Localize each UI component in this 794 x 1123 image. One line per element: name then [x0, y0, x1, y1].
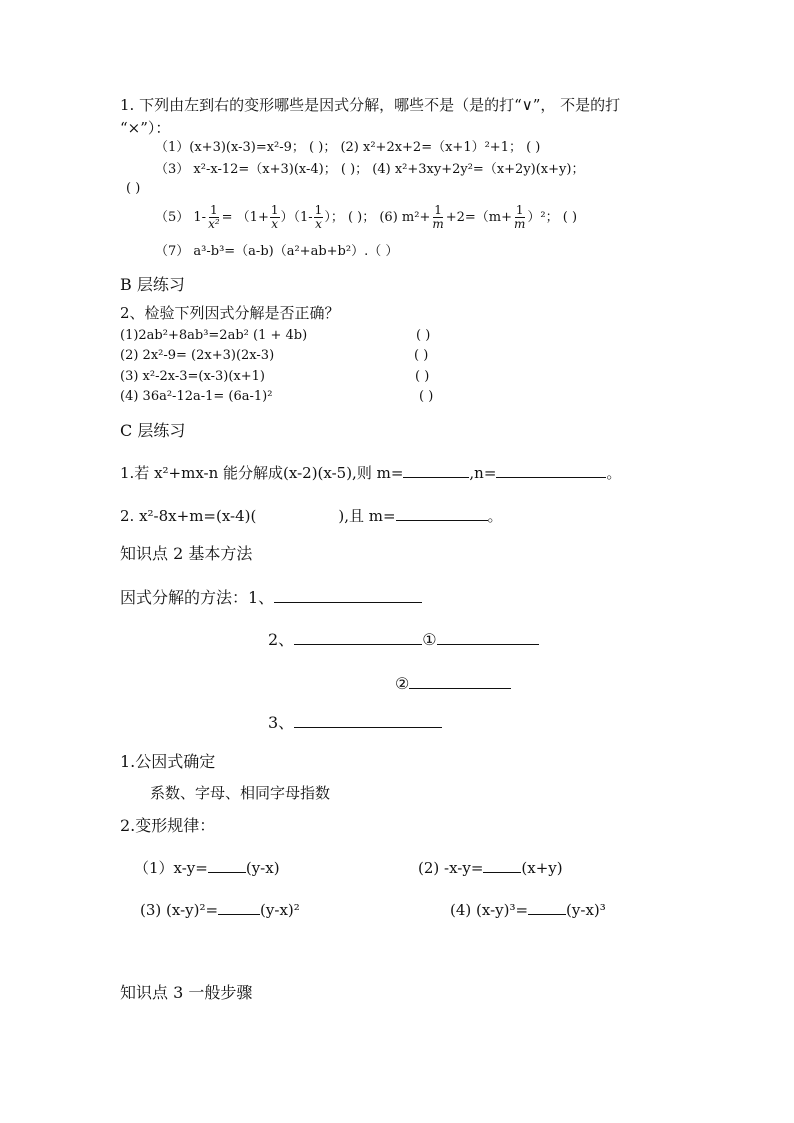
section-c-q2-text-a: 2. x²-8x+m=(x-4)(	[120, 507, 257, 525]
rule-2-a: (2) -x-y=	[418, 859, 484, 877]
section-b-mark-2: ( )	[414, 348, 429, 363]
section-b-item-2: (2) 2x²-9= (2x+3)(2x-3)	[120, 348, 275, 363]
answer-blank-n[interactable]	[496, 463, 606, 478]
section-c-title: C 层练习	[120, 421, 186, 440]
rule-1-b: (y-x)	[245, 859, 280, 877]
section-b-item-4: (4) 36a²-12a-1= (6a-1)²	[120, 389, 273, 404]
q1-intro-line1: 1. 下列由左到右的变形哪些是因式分解，哪些不是（是的打“∨”， 不是的打	[120, 96, 621, 114]
frac-num: 1	[210, 203, 218, 217]
kp2-methods-3	[268, 713, 442, 731]
q1-item1: （1）(x+3)(x-3)=x²-9； ( )； (2) x²+2x+2=（x+1）²+1； ( )	[155, 140, 541, 155]
frac-num: 1	[434, 203, 442, 217]
method-blank-2b[interactable]	[409, 674, 511, 689]
section-b-mark-4: ( )	[419, 389, 434, 404]
q1-item3: （3） x²-x-12=（x+3)(x-4)； ( )； (4) x²+3xy+2y²=（x+2y)(x+y)；	[155, 162, 585, 177]
circle-2-label: ②	[395, 674, 410, 693]
kp2-sub1-title: 1.公因式确定	[120, 752, 216, 771]
q1-item5-end: ）； ( )； (6) m²+	[324, 209, 431, 225]
section-c-q1-text-b: ,n=	[469, 464, 497, 482]
kp2-title: 知识点 2 基本方法	[120, 544, 253, 563]
kp2-sub2-title: 2.变形规律：	[120, 816, 216, 835]
rule-3-b: (y-x)²	[260, 901, 300, 919]
rule-2-blank[interactable]	[483, 858, 521, 873]
rule-4-a: (4) (x-y)³=	[450, 901, 529, 919]
rule-1	[134, 858, 280, 876]
frac-num: 1	[314, 203, 323, 217]
rule-1-a: （1）x-y=	[134, 859, 208, 877]
frac-den: x²	[208, 216, 220, 231]
section-b-q2-title: 2、检验下列因式分解是否正确？	[120, 304, 340, 322]
kp2-methods-1	[120, 588, 422, 606]
frac-den: x	[271, 216, 279, 231]
frac-num: 1	[270, 203, 279, 217]
section-c-q2-text-b: ),且 m=	[338, 507, 396, 525]
kp2-methods-label: 因式分解的方法：1、	[120, 588, 275, 607]
section-c-q2-end: 。	[487, 507, 503, 525]
method-blank-2a[interactable]	[437, 630, 539, 645]
kp2-method-3-label: 3、	[268, 713, 295, 732]
q1-item5-mid1: = （1+	[221, 209, 269, 225]
section-b-item-3: (3) x²-2x-3=(x-3)(x+1)	[120, 369, 265, 384]
method-blank-3[interactable]	[294, 713, 442, 728]
q1-item3-cont: ( )	[126, 181, 141, 196]
fraction-1-over-x2	[207, 204, 221, 230]
fraction-1-over-m-a	[431, 204, 444, 230]
section-c-q1-text-a: 1.若 x²+mx-n 能分解成(x-2)(x-5),则 m=	[120, 464, 404, 482]
rule-4	[450, 900, 606, 918]
answer-blank-m[interactable]	[403, 463, 469, 478]
q1-item7: （7） a³-b³=（a-b)（a²+ab+b²）.（ ）	[155, 244, 399, 259]
q1-item5-prefix: （5） 1-	[155, 209, 207, 225]
rule-3	[140, 900, 300, 918]
fraction-1-over-m-b	[513, 204, 526, 230]
q1-item6-end: ）²； ( )	[527, 209, 578, 225]
fraction-1-over-x-a	[270, 204, 280, 230]
kp2-sub1-text: 系数、字母、相同字母指数	[150, 784, 331, 802]
rule-2	[418, 858, 563, 876]
section-c-q2	[120, 506, 503, 524]
q1-item6-mid: +2=（m+	[445, 209, 513, 225]
kp2-methods-2b	[395, 674, 511, 692]
rule-4-blank[interactable]	[528, 900, 566, 915]
kp2-method-2-label: 2、	[268, 630, 295, 649]
section-c-q1-end: 。	[606, 464, 622, 482]
frac-num: 1	[515, 203, 524, 217]
section-b-title: B 层练习	[120, 275, 185, 294]
kp2-methods-2	[268, 630, 539, 648]
section-b-mark-1: ( )	[416, 328, 431, 343]
frac-den: m	[514, 216, 526, 231]
frac-den: m	[432, 216, 444, 231]
section-c-q1	[120, 463, 621, 481]
method-blank-2[interactable]	[294, 630, 422, 645]
q1-intro-line2: “×”）：	[120, 119, 171, 137]
rule-2-b: (x+y)	[521, 859, 563, 877]
rule-3-blank[interactable]	[218, 900, 260, 915]
kp3-title: 知识点 3 一般步骤	[120, 983, 253, 1002]
circle-1-label: ①	[422, 630, 437, 649]
rule-4-b: (y-x)³	[566, 901, 606, 919]
method-blank-1[interactable]	[274, 588, 422, 603]
section-b-item-1: (1)2ab²+8ab³=2ab² (1 + 4b)	[120, 328, 308, 343]
frac-den: x	[315, 216, 322, 231]
answer-blank-m2[interactable]	[396, 506, 488, 521]
rule-3-a: (3) (x-y)²=	[140, 901, 219, 919]
section-b-mark-3: ( )	[415, 369, 430, 384]
q1-item5	[155, 204, 577, 230]
q1-item5-mid2: ）（1-	[280, 209, 313, 225]
fraction-1-over-x-b	[314, 204, 324, 230]
rule-1-blank[interactable]	[208, 858, 246, 873]
